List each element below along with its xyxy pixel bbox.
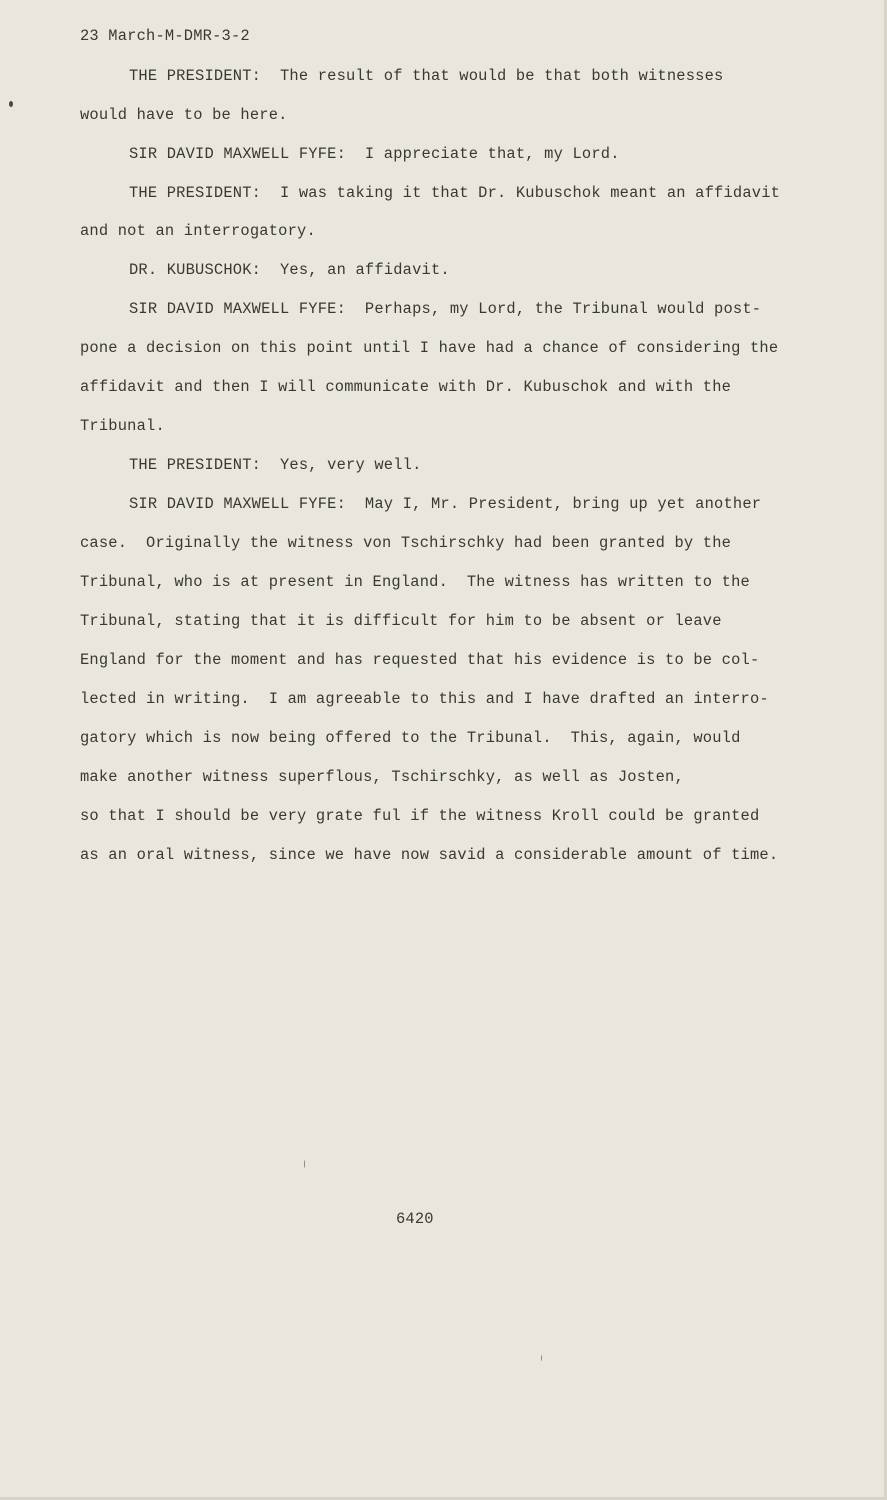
ink-mark <box>541 1355 542 1361</box>
ink-mark <box>304 1160 305 1168</box>
text-line: so that I should be very grate ful if the witness Kroll could be granted <box>80 807 760 825</box>
text-line: lected in writing. I am agreeable to this and I have drafted an interro- <box>80 690 769 708</box>
text-line: SIR DAVID MAXWELL FYFE: Perhaps, my Lord, the Tribunal would post- <box>129 300 762 318</box>
text-line: and not an interrogatory. <box>80 222 316 240</box>
ink-mark <box>9 101 13 107</box>
text-line: case. Originally the witness von Tschirschky had been granted by the <box>80 534 732 552</box>
text-line: THE PRESIDENT: I was taking it that Dr. Kubuschok meant an affidavit <box>129 184 781 202</box>
text-line: DR. KUBUSCHOK: Yes, an affidavit. <box>129 261 450 279</box>
page-number: 6420 <box>396 1210 434 1228</box>
text-line: Tribunal, who is at present in England. The witness has written to the <box>80 573 750 591</box>
text-line: SIR DAVID MAXWELL FYFE: May I, Mr. President, bring up yet another <box>129 495 762 513</box>
text-line: SIR DAVID MAXWELL FYFE: I appreciate that, my Lord. <box>129 145 620 163</box>
text-line: pone a decision on this point until I have had a chance of considering the <box>80 339 779 357</box>
text-line: Tribunal. <box>80 417 165 435</box>
text-line: THE PRESIDENT: Yes, very well. <box>129 456 422 474</box>
text-line: Tribunal, stating that it is difficult for him to be absent or leave <box>80 612 722 630</box>
text-line: gatory which is now being offered to the Tribunal. This, again, would <box>80 729 741 747</box>
text-line: as an oral witness, since we have now savid a considerable amount of time. <box>80 846 779 864</box>
text-line: England for the moment and has requested that his evidence is to be col- <box>80 651 760 669</box>
text-line: affidavit and then I will communicate with Dr. Kubuschok and with the <box>80 378 732 396</box>
text-line: would have to be here. <box>80 106 288 124</box>
text-line: make another witness superflous, Tschirschky, as well as Josten, <box>80 768 684 786</box>
text-line: THE PRESIDENT: The result of that would be that both witnesses <box>129 67 724 85</box>
document-reference: 23 March-M-DMR-3-2 <box>80 27 250 45</box>
